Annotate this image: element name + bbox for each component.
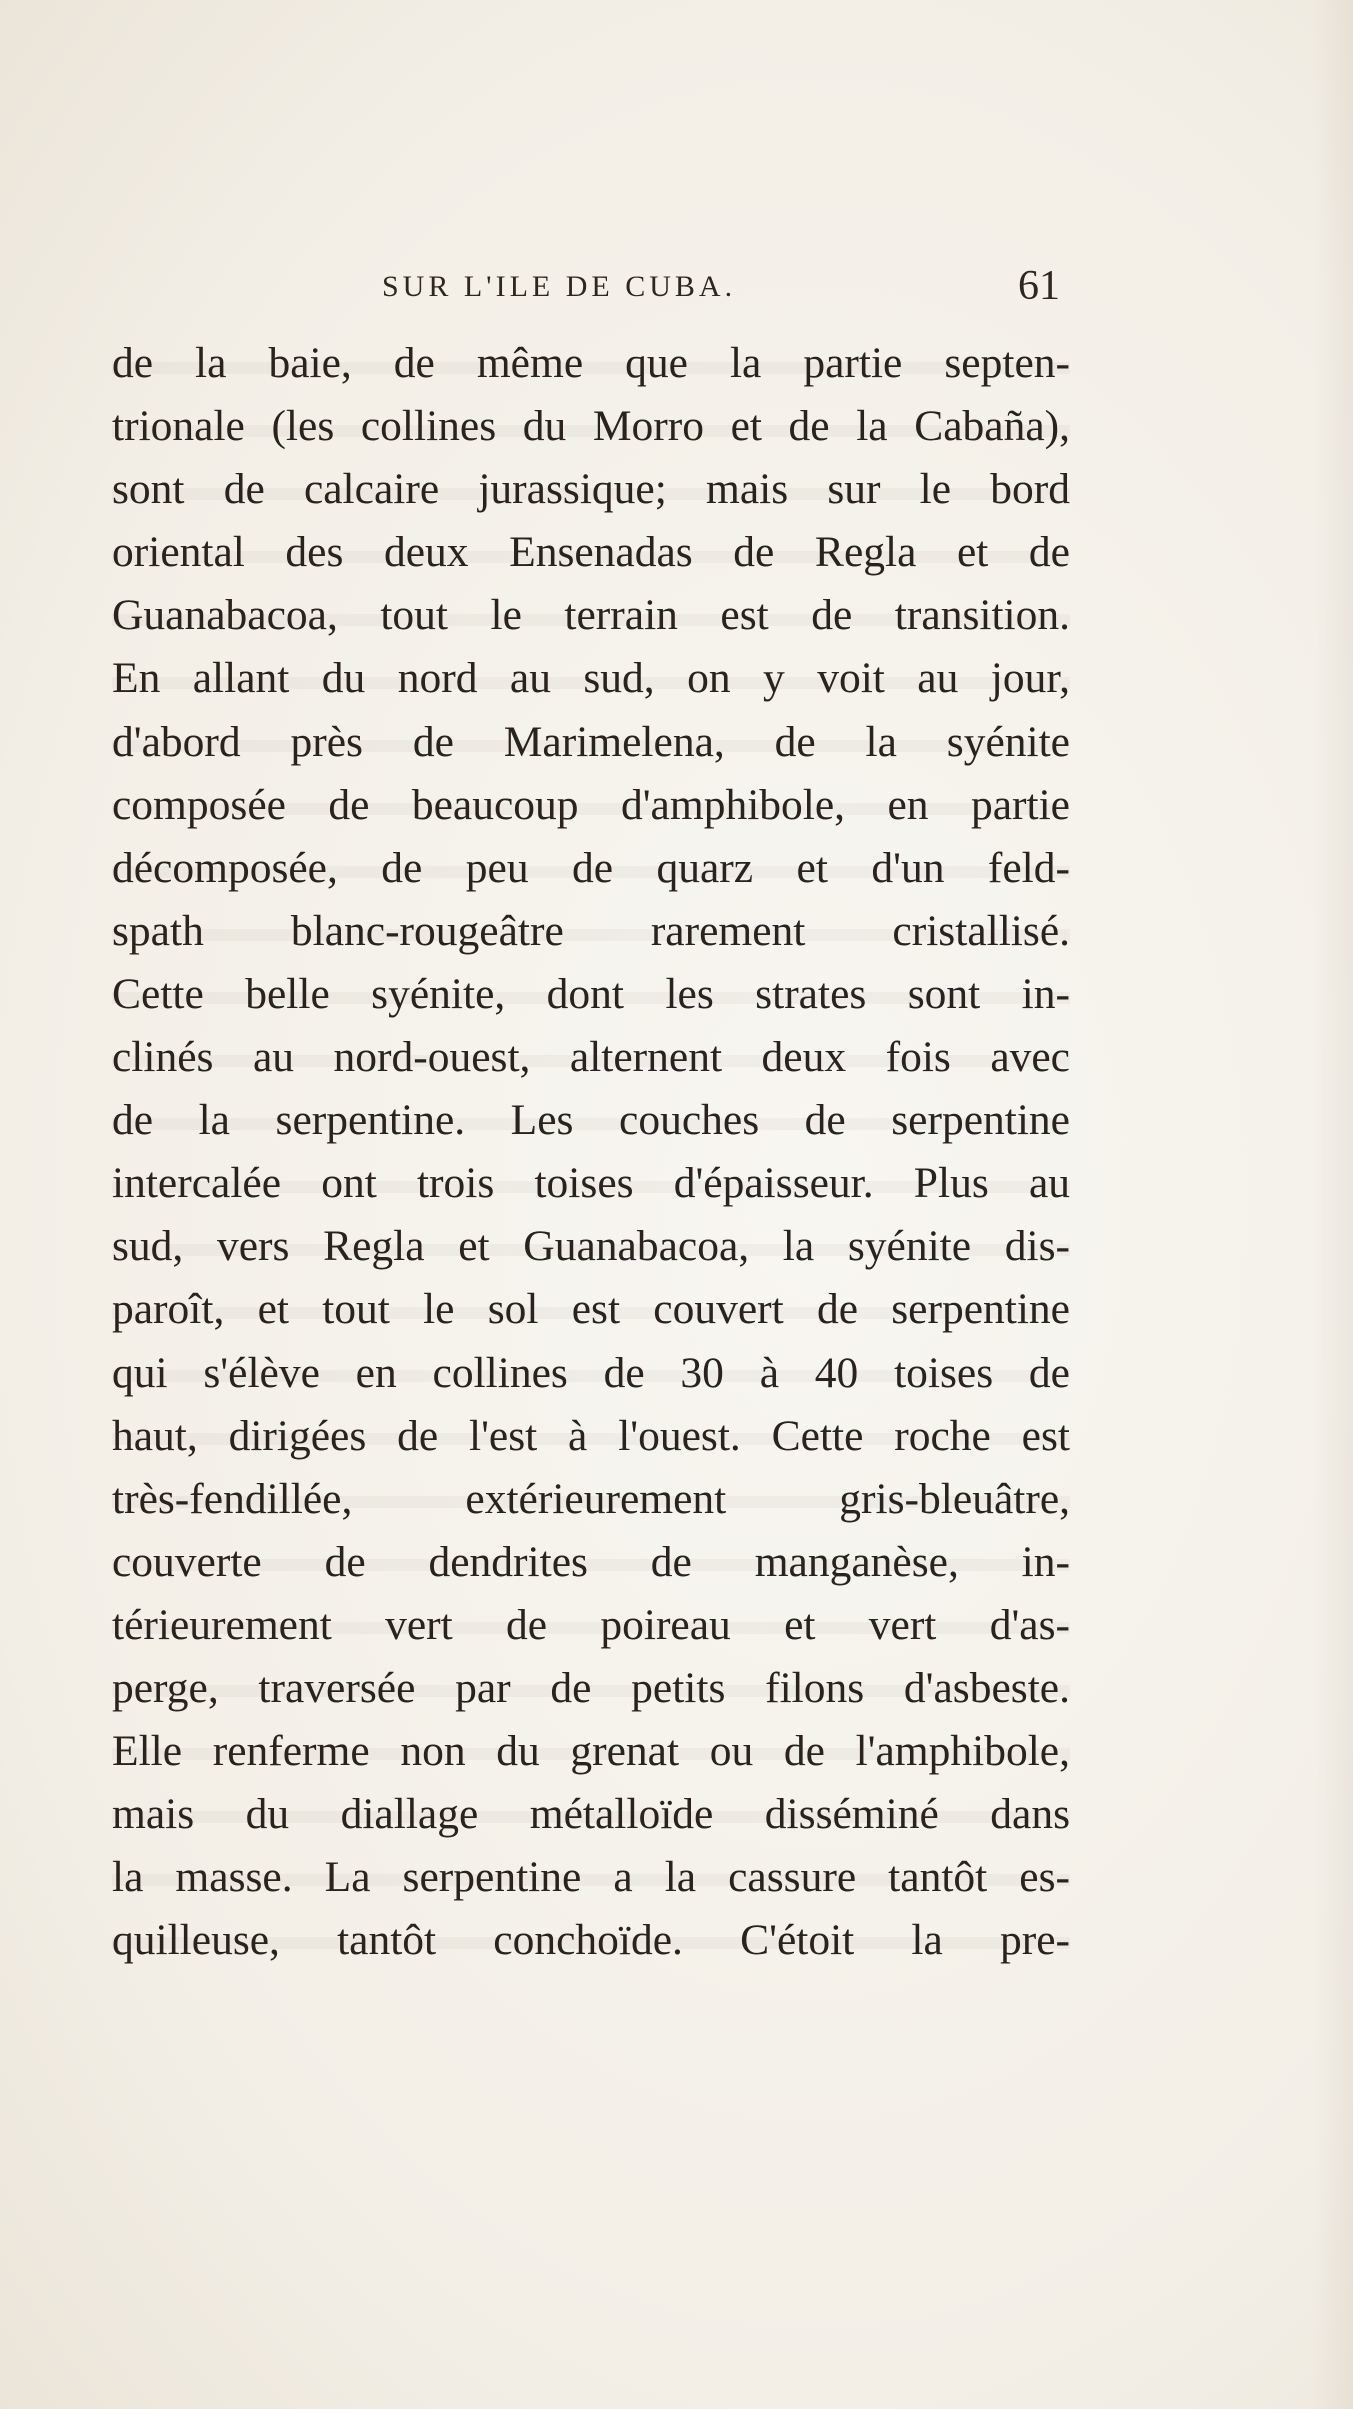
- text-line: décomposée, de peu de quarz et d'un feld-: [112, 843, 1070, 892]
- text-line: clinés au nord-ouest, alternent deux fois avec: [112, 1033, 1070, 1082]
- text-line: sont de calcaire jurassique; mais sur le bord: [112, 465, 1070, 514]
- text-line: composée de beaucoup d'amphibole, en partie: [112, 780, 1070, 829]
- text-line: En allant du nord au sud, on y voit au jour,: [112, 654, 1070, 703]
- text-line: perge, traversée par de petits filons d'asbeste.: [112, 1663, 1070, 1712]
- text-line: mais du diallage métalloïde disséminé dans: [112, 1790, 1070, 1839]
- text-line: Guanabacoa, tout le terrain est de transition.: [112, 591, 1070, 640]
- text-line: la masse. La serpentine a la cassure tantôt es-: [112, 1853, 1070, 1902]
- body-text: [112, 332, 1070, 1972]
- text-line: térieurement vert de poireau et vert d'as-: [112, 1600, 1070, 1649]
- page-header: [112, 262, 1060, 312]
- text-line: de la serpentine. Les couches de serpentine: [112, 1096, 1070, 1145]
- running-head: SUR L'ILE DE CUBA.: [382, 270, 737, 303]
- text-line: sud, vers Regla et Guanabacoa, la syénite dis-: [112, 1222, 1070, 1271]
- text-line: paroît, et tout le sol est couvert de serpentine: [112, 1285, 1070, 1334]
- text-line: spath blanc-rougeâtre rarement cristallisé.: [112, 906, 1070, 955]
- text-line: quilleuse, tantôt conchoïde. C'étoit la pre-: [112, 1916, 1070, 1965]
- text-line: haut, dirigées de l'est à l'ouest. Cette roche est: [112, 1411, 1070, 1460]
- text-line: Elle renferme non du grenat ou de l'amphibole,: [112, 1727, 1070, 1776]
- page-edge-shadow: [1313, 0, 1353, 2409]
- text-line: trionale (les collines du Morro et de la Cabaña),: [112, 402, 1070, 451]
- text-line: Cette belle syénite, dont les strates sont in-: [112, 969, 1070, 1018]
- text-line: qui s'élève en collines de 30 à 40 toises de: [112, 1348, 1070, 1397]
- page-number: 61: [1018, 263, 1060, 309]
- text-line: intercalée ont trois toises d'épaisseur. Plus au: [112, 1159, 1070, 1208]
- text-line: très-fendillée, extérieurement gris-bleuâtre,: [112, 1474, 1070, 1523]
- text-line: oriental des deux Ensenadas de Regla et de: [112, 528, 1070, 577]
- text-line: de la baie, de même que la partie septen-: [112, 339, 1070, 387]
- text-line: couverte de dendrites de manganèse, in-: [112, 1537, 1070, 1586]
- text-line: d'abord près de Marimelena, de la syénite: [112, 717, 1070, 766]
